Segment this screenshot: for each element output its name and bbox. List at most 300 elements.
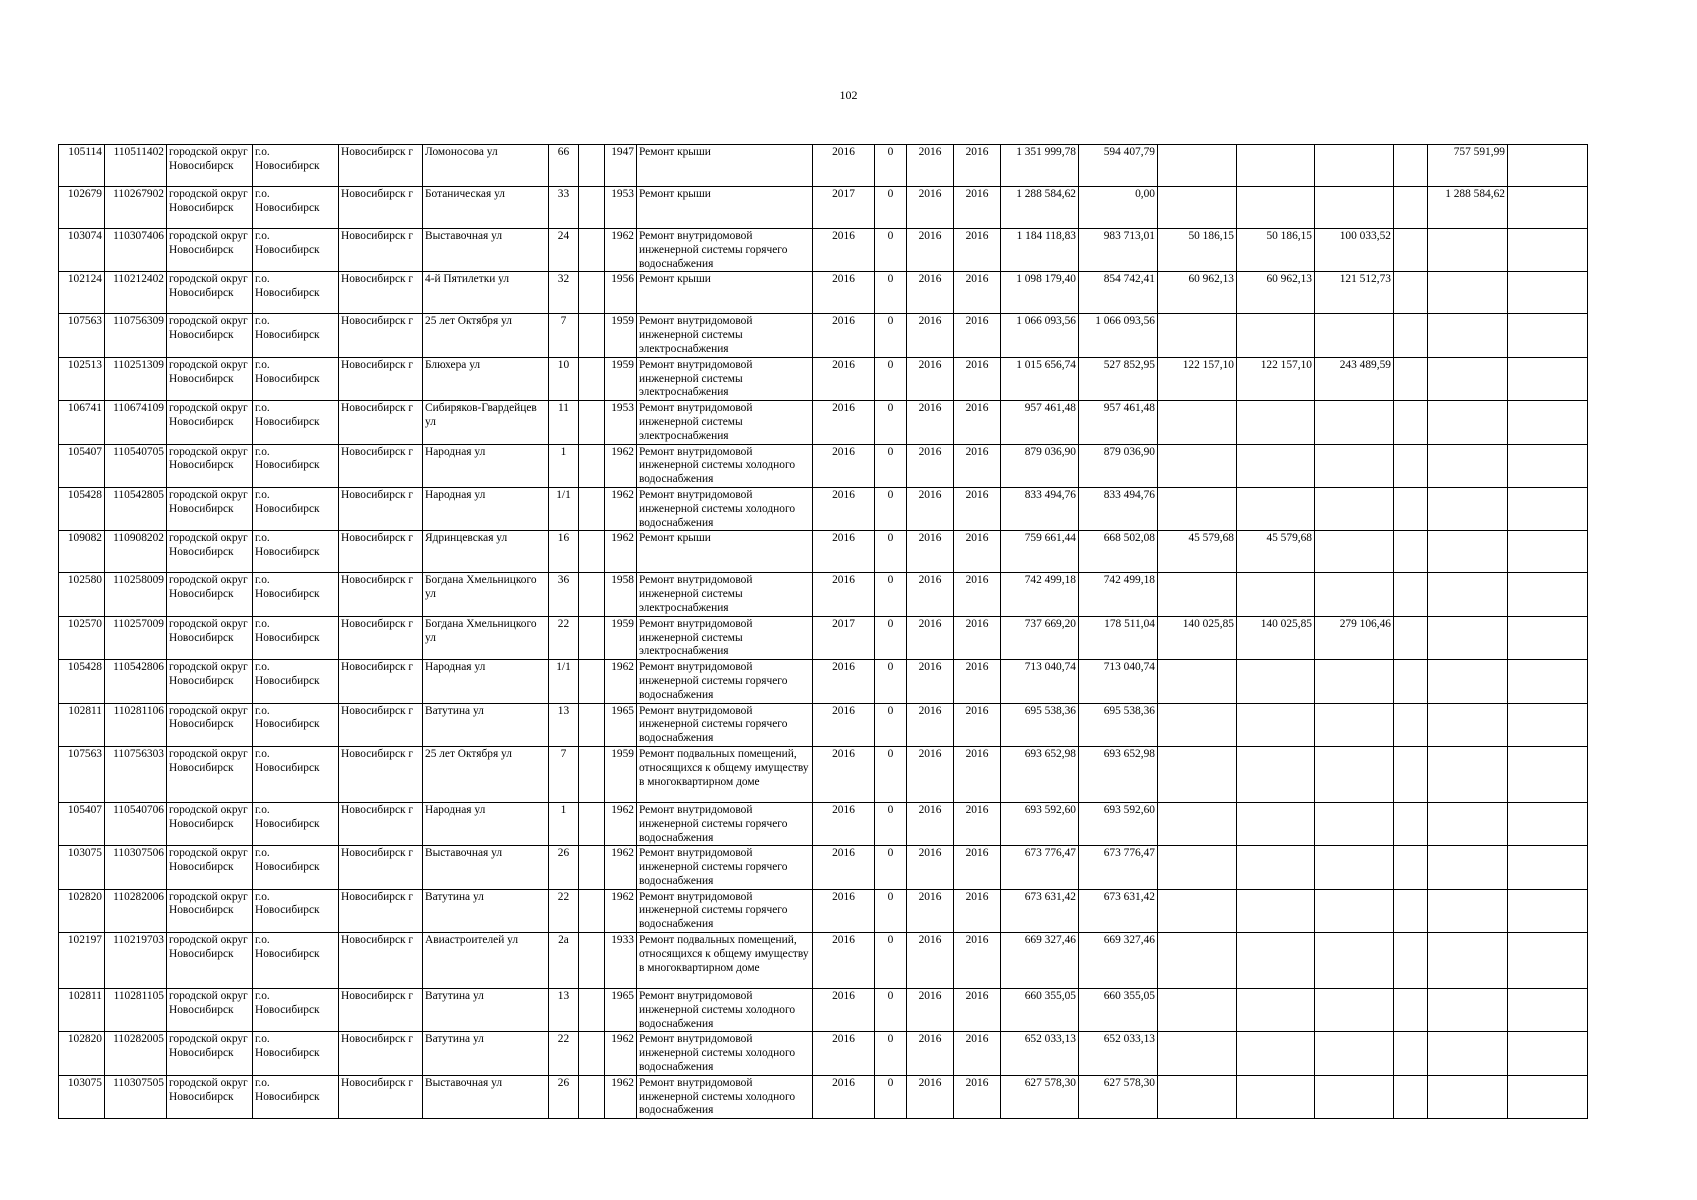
table-cell	[1508, 1032, 1588, 1075]
table-cell: 45 579,68	[1158, 531, 1237, 573]
table-cell: 1	[549, 802, 579, 845]
table-cell: 2016	[907, 846, 954, 889]
table-cell: 178 511,04	[1079, 616, 1158, 659]
table-cell: 1	[549, 444, 579, 487]
table-cell	[1315, 989, 1394, 1032]
table-cell: г.о. Новосибирск	[253, 989, 339, 1032]
table-cell: 668 502,08	[1079, 531, 1158, 573]
table-cell: 2016	[813, 444, 875, 487]
table-cell: 102513	[59, 357, 105, 400]
table-cell: 854 742,41	[1079, 272, 1158, 314]
table-cell: 1953	[605, 401, 637, 444]
table-cell	[1237, 314, 1315, 357]
table-cell	[1158, 401, 1237, 444]
table-cell: 2016	[813, 1032, 875, 1075]
table-cell	[1158, 145, 1237, 187]
table-cell: 105428	[59, 660, 105, 703]
table-cell	[1315, 145, 1394, 187]
table-cell: Народная ул	[423, 660, 549, 703]
table-cell: 110257009	[105, 616, 167, 659]
table-cell: Новосибирск г	[339, 229, 423, 272]
table-cell	[579, 846, 605, 889]
table-cell	[1315, 487, 1394, 530]
table-cell: 2016	[907, 272, 954, 314]
table-cell	[1428, 802, 1508, 845]
table-cell	[579, 314, 605, 357]
table-cell: 102124	[59, 272, 105, 314]
table-cell: г.о. Новосибирск	[253, 401, 339, 444]
table-cell	[1237, 933, 1315, 989]
table-cell: 0	[875, 660, 907, 703]
table-cell	[1428, 1032, 1508, 1075]
table-cell: Ремонт внутридомовой инженерной системы холодного водоснабжения	[637, 989, 813, 1032]
table-cell: 1 066 093,56	[1079, 314, 1158, 357]
table-cell: 737 669,20	[1001, 616, 1079, 659]
table-cell: Ядринцевская ул	[423, 531, 549, 573]
table-cell: 2016	[907, 357, 954, 400]
table-cell: 2016	[954, 401, 1001, 444]
table-cell	[579, 487, 605, 530]
table-cell: г.о. Новосибирск	[253, 573, 339, 616]
table-cell: 110542806	[105, 660, 167, 703]
table-cell	[579, 187, 605, 229]
table-cell	[1158, 746, 1237, 802]
table-cell: 0	[875, 746, 907, 802]
table-cell	[579, 1032, 605, 1075]
table-cell	[1428, 444, 1508, 487]
table-cell	[1315, 531, 1394, 573]
table-cell	[1158, 703, 1237, 746]
table-cell	[1394, 933, 1428, 989]
table-cell	[579, 1075, 605, 1118]
table-cell: г.о. Новосибирск	[253, 660, 339, 703]
table-cell: 1947	[605, 145, 637, 187]
table-cell: 2016	[907, 401, 954, 444]
table-cell	[579, 616, 605, 659]
table-cell: Богдана Хмельницкого ул	[423, 616, 549, 659]
table-cell: Выставочная ул	[423, 846, 549, 889]
table-cell: городской округ Новосибирск	[167, 145, 253, 187]
table-cell: 1 098 179,40	[1001, 272, 1079, 314]
table-cell: 110281106	[105, 703, 167, 746]
table-cell: 16	[549, 531, 579, 573]
table-cell	[579, 933, 605, 989]
table-cell: 110307406	[105, 229, 167, 272]
table-cell: 25 лет Октября ул	[423, 314, 549, 357]
table-cell	[1508, 703, 1588, 746]
table-row	[59, 616, 1588, 659]
table-cell: 695 538,36	[1079, 703, 1158, 746]
table-cell	[1508, 401, 1588, 444]
table-cell: 957 461,48	[1079, 401, 1158, 444]
table-cell: 2а	[549, 933, 579, 989]
table-cell: 627 578,30	[1079, 1075, 1158, 1118]
table-cell	[1315, 802, 1394, 845]
table-cell: Ремонт внутридомовой инженерной системы горячего водоснабжения	[637, 889, 813, 932]
table-cell: 50 186,15	[1158, 229, 1237, 272]
table-cell: 2016	[813, 802, 875, 845]
table-cell: 2016	[813, 401, 875, 444]
table-cell	[1158, 187, 1237, 229]
table-cell	[1428, 746, 1508, 802]
table-cell: 673 776,47	[1001, 846, 1079, 889]
table-cell	[1158, 314, 1237, 357]
table-cell: 594 407,79	[1079, 145, 1158, 187]
table-cell	[1508, 487, 1588, 530]
table-cell: Авиастроителей ул	[423, 933, 549, 989]
table-cell: 879 036,90	[1001, 444, 1079, 487]
table-cell	[1315, 573, 1394, 616]
table-cell: 693 652,98	[1001, 746, 1079, 802]
table-cell: Ремонт внутридомовой инженерной системы горячего водоснабжения	[637, 802, 813, 845]
table-cell	[1508, 314, 1588, 357]
table-cell: г.о. Новосибирск	[253, 889, 339, 932]
table-cell: 2017	[813, 187, 875, 229]
table-cell	[1237, 1032, 1315, 1075]
table-cell: 102820	[59, 889, 105, 932]
table-cell: 0	[875, 889, 907, 932]
table-cell	[1508, 357, 1588, 400]
table-cell: городской округ Новосибирск	[167, 272, 253, 314]
table-cell: 879 036,90	[1079, 444, 1158, 487]
table-cell: г.о. Новосибирск	[253, 357, 339, 400]
table-cell: 0	[875, 401, 907, 444]
table-row	[59, 187, 1588, 229]
table-cell	[1428, 573, 1508, 616]
table-cell: 1956	[605, 272, 637, 314]
table-cell: 1959	[605, 616, 637, 659]
table-cell: 102570	[59, 616, 105, 659]
table-cell: Ремонт внутридомовой инженерной системы холодного водоснабжения	[637, 1032, 813, 1075]
table-cell	[1394, 1075, 1428, 1118]
table-cell: 0	[875, 846, 907, 889]
table-cell	[1237, 802, 1315, 845]
table-cell: 110674109	[105, 401, 167, 444]
table-cell: 102679	[59, 187, 105, 229]
table-cell: 2016	[813, 746, 875, 802]
table-cell	[1158, 444, 1237, 487]
table-cell: г.о. Новосибирск	[253, 1075, 339, 1118]
table-cell	[1508, 1075, 1588, 1118]
table-cell: 2016	[954, 846, 1001, 889]
table-cell: 105114	[59, 145, 105, 187]
table-cell: г.о. Новосибирск	[253, 933, 339, 989]
table-cell: Новосибирск г	[339, 531, 423, 573]
table-cell: 660 355,05	[1079, 989, 1158, 1032]
table-cell: 2016	[813, 531, 875, 573]
table-cell	[1237, 660, 1315, 703]
table-cell: 2016	[907, 802, 954, 845]
table-row	[59, 846, 1588, 889]
table-cell: 105428	[59, 487, 105, 530]
table-cell: Ботаническая ул	[423, 187, 549, 229]
table-cell: Ремонт крыши	[637, 187, 813, 229]
table-cell: 2016	[907, 573, 954, 616]
table-cell	[1237, 444, 1315, 487]
table-cell: 45 579,68	[1237, 531, 1315, 573]
table-cell: 100 033,52	[1315, 229, 1394, 272]
table-cell: 0	[875, 145, 907, 187]
table-cell: 140 025,85	[1237, 616, 1315, 659]
table-cell	[579, 401, 605, 444]
table-row	[59, 703, 1588, 746]
table-cell: 833 494,76	[1079, 487, 1158, 530]
table-cell: городской округ Новосибирск	[167, 802, 253, 845]
table-cell: 110542805	[105, 487, 167, 530]
table-cell: 0	[875, 314, 907, 357]
table-cell: городской округ Новосибирск	[167, 314, 253, 357]
table-cell: 2016	[907, 229, 954, 272]
table-cell	[1428, 531, 1508, 573]
table-cell: 0	[875, 989, 907, 1032]
table-row	[59, 357, 1588, 400]
table-cell	[1394, 314, 1428, 357]
table-cell	[1428, 357, 1508, 400]
table-cell: Ватутина ул	[423, 1032, 549, 1075]
table-cell	[579, 229, 605, 272]
table-cell	[1428, 401, 1508, 444]
table-cell	[1394, 531, 1428, 573]
table-body	[59, 145, 1588, 1119]
table-cell: 669 327,46	[1079, 933, 1158, 989]
table-cell: 102811	[59, 989, 105, 1032]
table-cell	[1237, 889, 1315, 932]
table-cell: 1 351 999,78	[1001, 145, 1079, 187]
table-cell: 10	[549, 357, 579, 400]
table-cell: 1 066 093,56	[1001, 314, 1079, 357]
table-cell: 2016	[907, 616, 954, 659]
table-cell	[1158, 1032, 1237, 1075]
table-cell	[1428, 933, 1508, 989]
table-row	[59, 573, 1588, 616]
table-cell: 2016	[954, 272, 1001, 314]
page-number: 102	[839, 88, 858, 102]
table-cell: 2016	[954, 703, 1001, 746]
table-cell	[1508, 187, 1588, 229]
table-row	[59, 531, 1588, 573]
table-cell	[1394, 1032, 1428, 1075]
table-cell: городской округ Новосибирск	[167, 1032, 253, 1075]
table-cell	[579, 444, 605, 487]
table-cell: 2016	[954, 746, 1001, 802]
table-cell	[1428, 616, 1508, 659]
table-cell: Ремонт внутридомовой инженерной системы горячего водоснабжения	[637, 229, 813, 272]
table-cell: Народная ул	[423, 444, 549, 487]
table-cell: 2016	[813, 989, 875, 1032]
table-cell: 107563	[59, 314, 105, 357]
table-cell: Ремонт крыши	[637, 531, 813, 573]
table-cell	[1394, 616, 1428, 659]
table-cell: Богдана Хмельницкого ул	[423, 573, 549, 616]
table-cell: городской округ Новосибирск	[167, 487, 253, 530]
table-cell: городской округ Новосибирск	[167, 401, 253, 444]
table-cell: 2016	[954, 187, 1001, 229]
table-cell: 2016	[813, 660, 875, 703]
table-cell	[579, 145, 605, 187]
table-cell	[1315, 187, 1394, 229]
table-cell: Новосибирск г	[339, 573, 423, 616]
table-cell	[1237, 846, 1315, 889]
table-cell: 1962	[605, 444, 637, 487]
table-cell: г.о. Новосибирск	[253, 531, 339, 573]
table-cell: Ломоносова ул	[423, 145, 549, 187]
table-cell	[1394, 660, 1428, 703]
table-row	[59, 889, 1588, 932]
table-cell: городской округ Новосибирск	[167, 616, 253, 659]
table-cell: г.о. Новосибирск	[253, 444, 339, 487]
table-cell: 26	[549, 1075, 579, 1118]
table-cell: городской округ Новосибирск	[167, 846, 253, 889]
table-cell: Новосибирск г	[339, 187, 423, 229]
table-cell: Новосибирск г	[339, 145, 423, 187]
table-cell: 2016	[954, 1032, 1001, 1075]
table-cell	[1315, 889, 1394, 932]
table-cell: 1933	[605, 933, 637, 989]
table-cell: Ремонт внутридомовой инженерной системы холодного водоснабжения	[637, 1075, 813, 1118]
table-cell: 105407	[59, 802, 105, 845]
table-cell	[1237, 145, 1315, 187]
table-cell	[1158, 846, 1237, 889]
table-cell: 102580	[59, 573, 105, 616]
table-cell: 110307505	[105, 1075, 167, 1118]
table-cell: 110267902	[105, 187, 167, 229]
table-cell: Ремонт внутридомовой инженерной системы горячего водоснабжения	[637, 703, 813, 746]
table-cell: 2016	[813, 357, 875, 400]
table-cell: Новосибирск г	[339, 1032, 423, 1075]
table-cell: 2016	[954, 444, 1001, 487]
repair-schedule-table	[58, 144, 1588, 1119]
table-cell: Ремонт подвальных помещений, относящихся к общему имуществу в многоквартирном доме	[637, 746, 813, 802]
table-cell: 110282005	[105, 1032, 167, 1075]
table-cell	[1394, 145, 1428, 187]
table-cell: Новосибирск г	[339, 703, 423, 746]
table-cell: 0	[875, 272, 907, 314]
table-cell: 2016	[907, 989, 954, 1032]
table-cell: 673 631,42	[1079, 889, 1158, 932]
table-cell	[1428, 889, 1508, 932]
table-cell	[1428, 989, 1508, 1032]
table-cell: 0	[875, 616, 907, 659]
table-cell	[1394, 889, 1428, 932]
table-cell: 2016	[907, 660, 954, 703]
table-cell: г.о. Новосибирск	[253, 746, 339, 802]
table-cell: 1965	[605, 703, 637, 746]
table-cell: 60 962,13	[1158, 272, 1237, 314]
table-cell: 110282006	[105, 889, 167, 932]
table-cell: 0	[875, 357, 907, 400]
table-cell: 713 040,74	[1079, 660, 1158, 703]
table-cell: 110908202	[105, 531, 167, 573]
table-cell	[1394, 487, 1428, 530]
table-cell: 2016	[907, 933, 954, 989]
table-cell: Ремонт внутридомовой инженерной системы электроснабжения	[637, 616, 813, 659]
table-cell: 0	[875, 187, 907, 229]
table-cell: г.о. Новосибирск	[253, 145, 339, 187]
table-cell: 757 591,99	[1428, 145, 1508, 187]
table-row	[59, 229, 1588, 272]
table-cell: 983 713,01	[1079, 229, 1158, 272]
table-cell: 1962	[605, 229, 637, 272]
table-cell: 36	[549, 573, 579, 616]
table-cell: 713 040,74	[1001, 660, 1079, 703]
table-cell: 7	[549, 314, 579, 357]
table-cell: 1962	[605, 846, 637, 889]
table-cell: 2016	[954, 145, 1001, 187]
table-cell: 833 494,76	[1001, 487, 1079, 530]
table-cell: Новосибирск г	[339, 889, 423, 932]
table-cell: 2016	[813, 1075, 875, 1118]
table-cell	[1508, 272, 1588, 314]
table-cell: 2016	[954, 229, 1001, 272]
table-cell: 106741	[59, 401, 105, 444]
table-cell	[1394, 444, 1428, 487]
table-cell: 110219703	[105, 933, 167, 989]
table-cell: 2016	[907, 145, 954, 187]
table-cell: г.о. Новосибирск	[253, 187, 339, 229]
table-cell: 103075	[59, 1075, 105, 1118]
table-cell	[1158, 933, 1237, 989]
table-cell: 66	[549, 145, 579, 187]
table-cell	[1508, 933, 1588, 989]
table-cell: 110251309	[105, 357, 167, 400]
table-cell: 1962	[605, 531, 637, 573]
table-cell: 2016	[907, 314, 954, 357]
table-cell: 2016	[813, 933, 875, 989]
table-cell: 695 538,36	[1001, 703, 1079, 746]
table-cell	[1315, 1032, 1394, 1075]
table-cell	[579, 357, 605, 400]
table-cell: 0	[875, 933, 907, 989]
table-cell: 110756309	[105, 314, 167, 357]
table-cell	[579, 889, 605, 932]
table-cell: 2016	[954, 660, 1001, 703]
table-cell: 1/1	[549, 660, 579, 703]
table-cell: Ремонт подвальных помещений, относящихся к общему имуществу в многоквартирном доме	[637, 933, 813, 989]
table-cell: 0	[875, 229, 907, 272]
table-cell: 669 327,46	[1001, 933, 1079, 989]
table-cell: 1959	[605, 314, 637, 357]
table-cell: 109082	[59, 531, 105, 573]
table-cell: 13	[549, 703, 579, 746]
table-cell	[1428, 272, 1508, 314]
table-cell	[1394, 573, 1428, 616]
table-cell: городской округ Новосибирск	[167, 746, 253, 802]
table-cell: 2016	[907, 187, 954, 229]
table-cell: Ремонт внутридомовой инженерной системы электроснабжения	[637, 401, 813, 444]
table-row	[59, 933, 1588, 989]
table-cell: 2016	[954, 1075, 1001, 1118]
table-cell: 1 288 584,62	[1001, 187, 1079, 229]
table-cell: 2016	[907, 1075, 954, 1118]
table-cell	[579, 531, 605, 573]
table-cell: 2016	[907, 703, 954, 746]
table-cell: 0	[875, 1075, 907, 1118]
table-cell	[1508, 989, 1588, 1032]
table-cell	[1394, 229, 1428, 272]
table-cell	[1237, 401, 1315, 444]
table-cell: 0	[875, 802, 907, 845]
table-cell: 0	[875, 531, 907, 573]
table-cell	[1508, 660, 1588, 703]
table-cell	[1315, 1075, 1394, 1118]
table-cell: 26	[549, 846, 579, 889]
table-cell: 2016	[813, 229, 875, 272]
table-cell	[1315, 746, 1394, 802]
table-row	[59, 487, 1588, 530]
table-cell: 102820	[59, 1032, 105, 1075]
table-cell: 122 157,10	[1158, 357, 1237, 400]
table-cell: 1962	[605, 1075, 637, 1118]
